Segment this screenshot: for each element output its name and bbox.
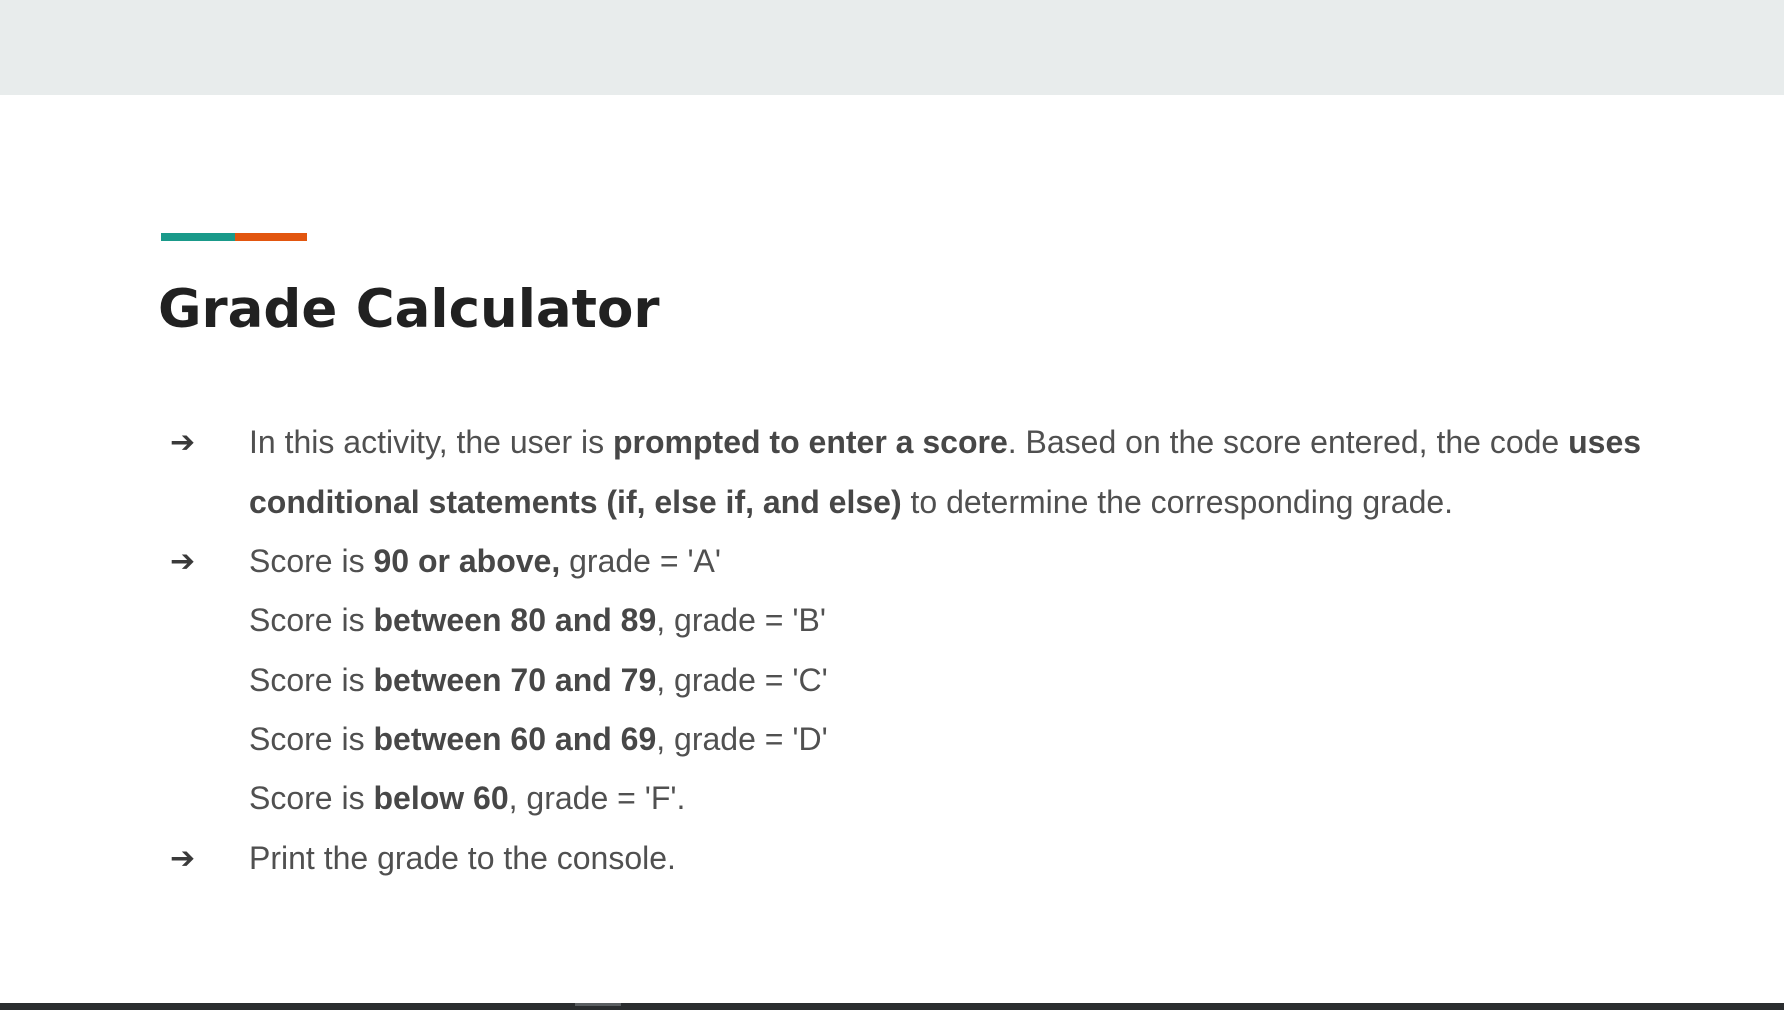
bullet-3-text: Print the grade to the console. (249, 840, 676, 876)
top-toolbar-area (0, 0, 1784, 95)
grade-rule-d: Score is between 60 and 69, grade = 'D' (249, 721, 828, 757)
resize-handle[interactable] (575, 1003, 621, 1006)
grade-rule-c: Score is between 70 and 79, grade = 'C' (249, 662, 828, 698)
arrow-bullet-icon: ➔ (170, 425, 196, 460)
arrow-bullet-icon: ➔ (170, 544, 196, 579)
accent-bar-orange (235, 233, 307, 241)
grade-rule-f: Score is below 60, grade = 'F'. (249, 780, 686, 816)
bullet-1-line-1: In this activity, the user is prompted to enter a score. Based on the score entered, the code uses (249, 424, 1642, 460)
accent-bar-teal (161, 233, 235, 241)
bottom-toolbar (0, 1003, 1784, 1010)
slide-title: Grade Calculator (158, 279, 660, 340)
grade-rule-b: Score is between 80 and 89, grade = 'B' (249, 602, 826, 638)
grade-rule-a: Score is 90 or above, grade = 'A' (249, 543, 721, 579)
bullet-1-line-2: conditional statements (if, else if, and else) to determine the corresponding grade. (249, 484, 1454, 520)
arrow-bullet-icon: ➔ (170, 841, 196, 876)
